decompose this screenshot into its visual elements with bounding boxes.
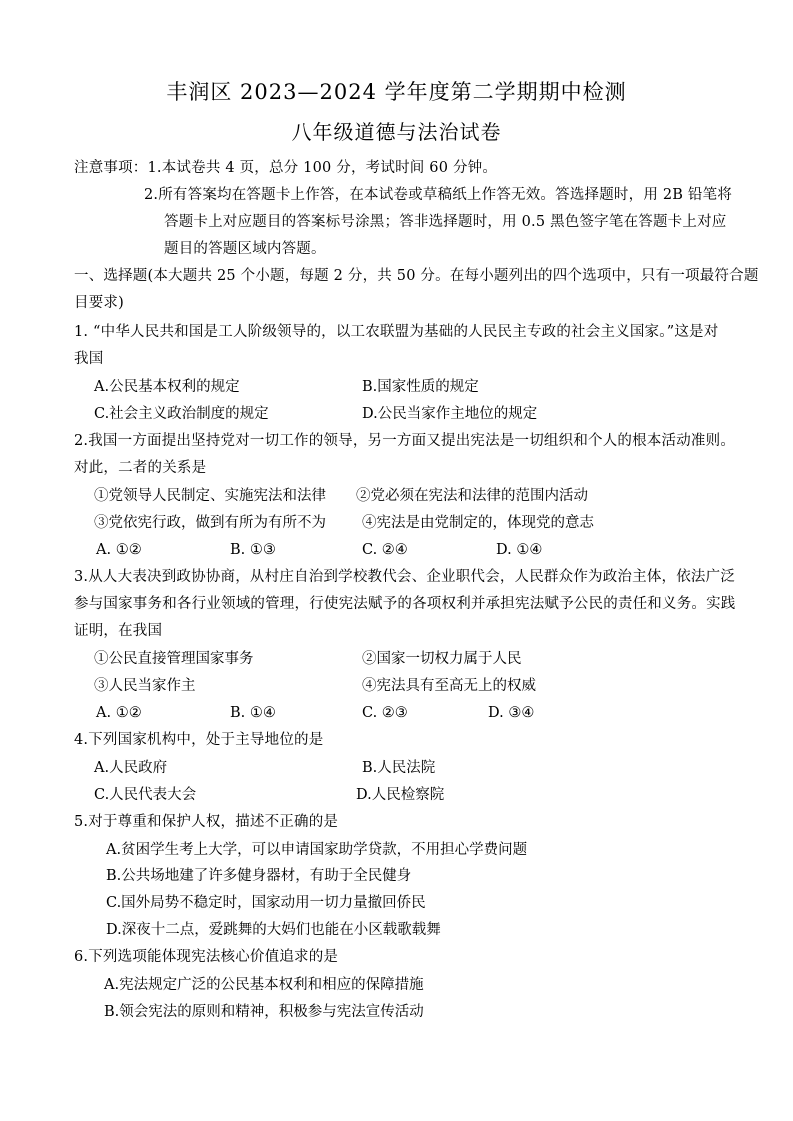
exam-subtitle: 八年级道德与法治试卷 [291, 120, 502, 144]
notice-line-1: 注意事项：1.本试卷共 4 页，总分 100 分，考试时间 60 分钟。 [74, 160, 498, 176]
exam-title: 丰润区 2023—2024 学年度第二学期期中检测 [166, 80, 627, 104]
q3-option-c: C. ②③ [362, 705, 408, 721]
q3-option-b: B. ①④ [230, 705, 276, 721]
q3-option-d: D. ③④ [488, 705, 535, 721]
q1-option-d: D.公民当家作主地位的规定 [362, 406, 538, 422]
q2-option-d: D. ①④ [496, 542, 543, 558]
q4-option-d: D.人民检察院 [356, 787, 445, 803]
q2-stem-line-1: 2.我国一方面提出坚持党对一切工作的领导，另一方面又提出宪法是一切组织和个人的根本活动准则。 [74, 433, 736, 449]
section-heading-line-1: 一、选择题(本大题共 25 个小题，每题 2 分，共 50 分。在每小题列出的四个选项中，只有一项最符合题 [74, 268, 759, 284]
q4-stem-line-1: 4.下列国家机构中，处于主导地位的是 [74, 732, 324, 748]
q6-option-b: B.领会宪法的原则和精神，积极参与宪法宣传活动 [104, 1004, 424, 1020]
q2-statement-2: ②党必须在宪法和法律的范围内活动 [356, 488, 588, 504]
q5-stem-line-1: 5.对于尊重和保护人权，描述不正确的是 [74, 814, 339, 830]
q3-stem-line-1: 3.从人大表决到政协协商，从村庄自治到学校教代会、企业职代会，人民群众作为政治主体，依法广泛 [74, 569, 736, 585]
notice-line-3: 答题卡上对应题目的答案标号涂黑；答非选择题时，用 0.5 黑色签字笔在答题卡上对应 [164, 214, 727, 230]
q3-statement-1: ①公民直接管理国家事务 [94, 651, 254, 667]
q4-option-c: C.人民代表大会 [94, 787, 197, 803]
q1-option-c: C.社会主义政治制度的规定 [94, 406, 269, 422]
q2-option-c: C. ②④ [362, 542, 408, 558]
notice-line-4: 题目的答题区域内答题。 [164, 241, 326, 257]
q3-stem-line-3: 证明，在我国 [74, 623, 163, 639]
q5-option-d: D.深夜十二点，爱跳舞的大妈们也能在小区载歌载舞 [106, 922, 441, 938]
q3-option-a: A. ①② [96, 705, 142, 721]
notice-line-2: 2.所有答案均在答题卡上作答，在本试卷或草稿纸上作答无效。答选择题时，用 2B 铅笔将 [144, 187, 733, 203]
q4-option-b: B.人民法院 [362, 760, 436, 776]
q2-statement-4: ④宪法是由党制定的，体现党的意志 [362, 515, 594, 531]
q4-option-a: A.人民政府 [94, 760, 168, 776]
q1-option-a: A.公民基本权利的规定 [94, 379, 240, 395]
q3-statement-3: ③人民当家作主 [94, 678, 196, 694]
q3-statement-2: ②国家一切权力属于人民 [362, 651, 522, 667]
q3-statement-4: ④宪法具有至高无上的权威 [362, 678, 536, 694]
q5-option-a: A.贫困学生考上大学，可以申请国家助学贷款，不用担心学费问题 [106, 842, 528, 858]
q1-option-b: B.国家性质的规定 [362, 379, 479, 395]
q1-stem-line-1: 1. “中华人民共和国是工人阶级领导的，以工农联盟为基础的人民民主专政的社会主义国家。”这是对 [74, 324, 719, 340]
q3-stem-line-2: 参与国家事务和各行业领域的管理，行使宪法赋予的各项权利并承担宪法赋予公民的责任和义务。实践 [74, 596, 736, 612]
q1-stem-line-2: 我国 [74, 351, 104, 367]
q2-statement-1: ①党领导人民制定、实施宪法和法律 [94, 488, 326, 504]
section-heading-line-2: 目要求) [74, 295, 124, 311]
q5-option-b: B.公共场地建了许多健身器材，有助于全民健身 [106, 868, 412, 884]
q2-stem-line-2: 对此，二者的关系是 [74, 460, 207, 476]
q2-option-a: A. ①② [96, 542, 142, 558]
q6-stem-line-1: 6.下列选项能体现宪法核心价值追求的是 [74, 949, 339, 965]
q2-option-b: B. ①③ [230, 542, 276, 558]
q5-option-c: C.国外局势不稳定时，国家动用一切力量撤回侨民 [106, 895, 426, 911]
q6-option-a: A.宪法规定广泛的公民基本权利和相应的保障措施 [104, 977, 424, 993]
q2-statement-3: ③党依宪行政，做到有所为有所不为 [94, 515, 326, 531]
